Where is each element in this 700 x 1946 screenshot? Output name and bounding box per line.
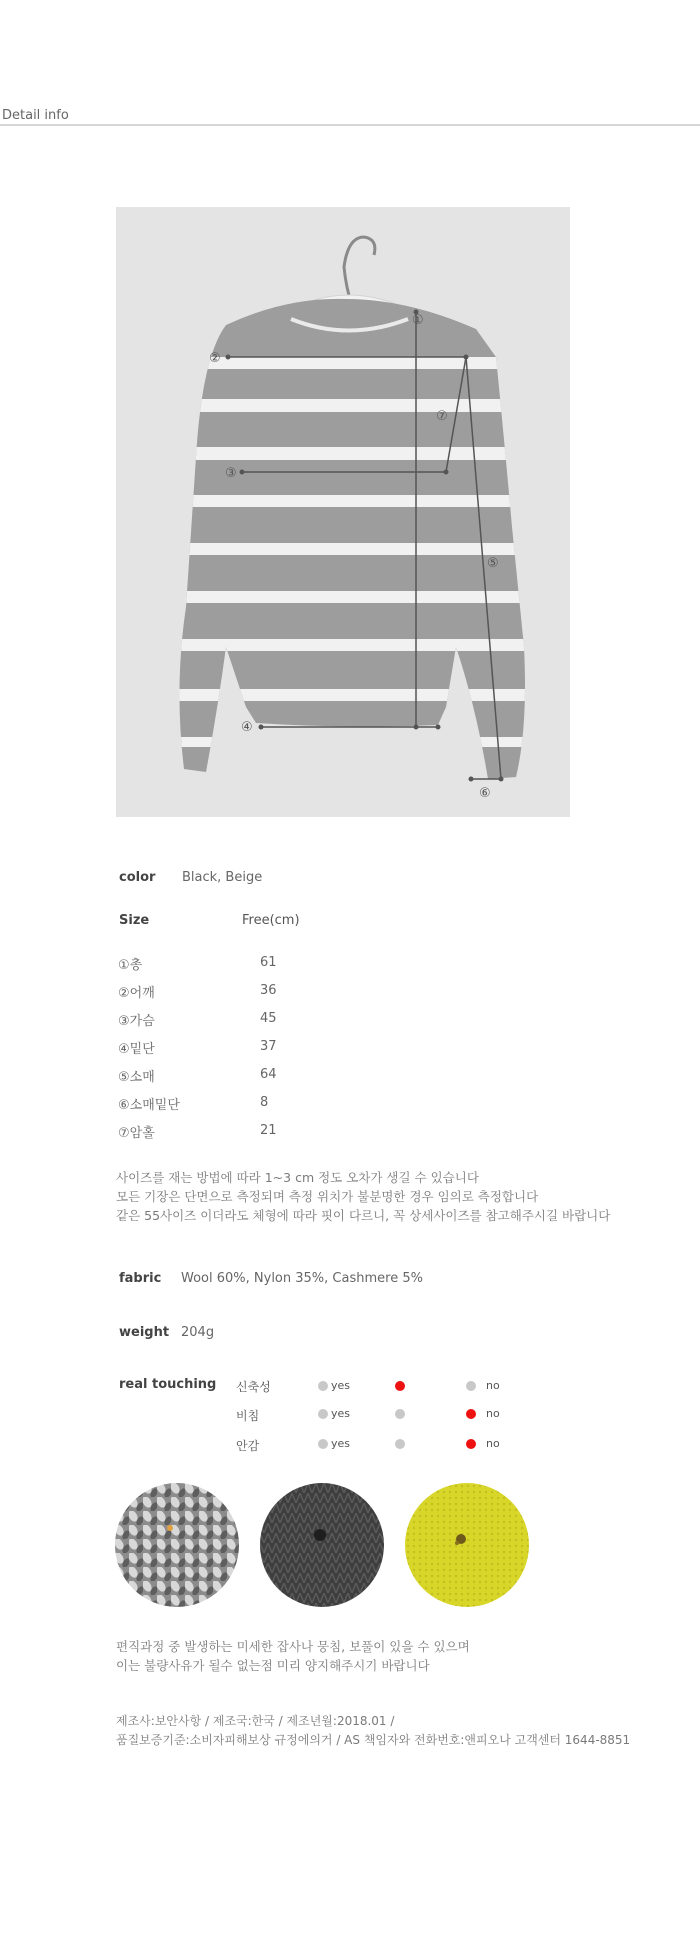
size-row-name: ①총 (118, 958, 143, 973)
size-row-value: 45 (260, 1011, 277, 1026)
touch-no-dot-selected (466, 1409, 476, 1419)
touch-yes-dot (318, 1439, 328, 1449)
defect-note-line: 편직과정 중 발생하는 미세한 잡사나 뭉침, 보풀이 있을 수 있으며 (116, 1639, 470, 1654)
fabric-value: Wool 60%, Nylon 35%, Cashmere 5% (181, 1271, 423, 1286)
product-measurement-photo (116, 207, 570, 817)
marker-total-length: ① (412, 313, 424, 328)
weight-label: weight (119, 1325, 170, 1340)
touch-row-label: 비침 (236, 1409, 260, 1423)
size-row-value: 61 (260, 955, 277, 970)
marker-armhole: ⑦ (436, 409, 448, 424)
size-row-value: 36 (260, 983, 277, 998)
size-row-name: ②어깨 (118, 986, 155, 1001)
touch-row-label: 신축성 (236, 1380, 271, 1394)
touch-yes-label: yes (331, 1379, 351, 1392)
marker-shoulder: ② (209, 351, 221, 366)
touch-yes-dot (318, 1409, 328, 1419)
size-row-value: 21 (260, 1123, 277, 1138)
marker-hem: ④ (241, 720, 253, 735)
color-value: Black, Beige (182, 870, 263, 885)
size-note-line: 사이즈를 재는 방법에 따라 1~3 cm 정도 오차가 생길 수 있습니다 (116, 1170, 479, 1185)
marker-sleeve: ⑤ (487, 556, 499, 571)
size-row-name: ④밑단 (118, 1042, 155, 1057)
size-row-name: ⑥소매밑단 (118, 1098, 180, 1113)
size-unit-header: Free(cm) (242, 913, 300, 928)
touch-no-label: no (486, 1437, 500, 1450)
touch-yes-dot (318, 1381, 328, 1391)
footer-line: 제조사:보안사항 / 제조국:한국 / 제조년월:2018.01 / (116, 1714, 395, 1728)
touch-no-label: no (486, 1379, 500, 1392)
size-row-value: 37 (260, 1039, 277, 1054)
size-row-value: 64 (260, 1067, 277, 1082)
touch-yes-label: yes (331, 1407, 351, 1420)
touch-no-dot-selected (466, 1439, 476, 1449)
manufacturer-info (116, 1712, 696, 1750)
touch-no-label: no (486, 1407, 500, 1420)
size-row-name: ⑤소매 (118, 1070, 155, 1085)
fabric-label: fabric (119, 1271, 162, 1286)
defect-notes (116, 1637, 676, 1675)
defect-note-line: 이는 불량사유가 될수 없는점 미리 양지해주시기 바랍니다 (116, 1658, 430, 1673)
marker-chest: ③ (225, 466, 237, 481)
marker-cuff: ⑥ (479, 786, 491, 801)
touch-no-dot (466, 1381, 476, 1391)
size-row-name: ⑦암홀 (118, 1126, 155, 1141)
weight-value: 204g (181, 1325, 215, 1340)
swatch-charcoal (260, 1483, 384, 1607)
color-label: color (119, 870, 156, 885)
touch-row-label: 안감 (236, 1439, 260, 1453)
touch-mid-dot (395, 1439, 405, 1449)
size-row-value: 8 (260, 1095, 269, 1110)
swatch-gray-melange (115, 1483, 239, 1607)
size-label: Size (119, 913, 150, 928)
section-title: Detail info (2, 108, 69, 123)
size-notes (116, 1168, 676, 1225)
real-touching-label: real touching (119, 1377, 217, 1392)
touch-yes-label: yes (331, 1437, 351, 1450)
section-divider (0, 124, 700, 126)
footer-line: 품질보증기준:소비자피해보상 규정에의거 / AS 책임자와 전화번호:앤피오나 고객센터 1644-8851 (116, 1733, 631, 1747)
size-note-line: 모든 기장은 단면으로 측정되며 측정 위치가 불분명한 경우 임의로 측정합니다 (116, 1189, 539, 1204)
touch-mid-dot (395, 1409, 405, 1419)
touch-mid-dot-selected (395, 1381, 405, 1391)
swatch-yellow (405, 1483, 529, 1607)
size-note-line: 같은 55사이즈 이더라도 체형에 따라 핏이 다르니, 꼭 상세사이즈를 참고해주시길 바랍니다 (116, 1208, 611, 1223)
sweater-illustration (116, 207, 570, 817)
size-row-name: ③가슴 (118, 1014, 155, 1029)
